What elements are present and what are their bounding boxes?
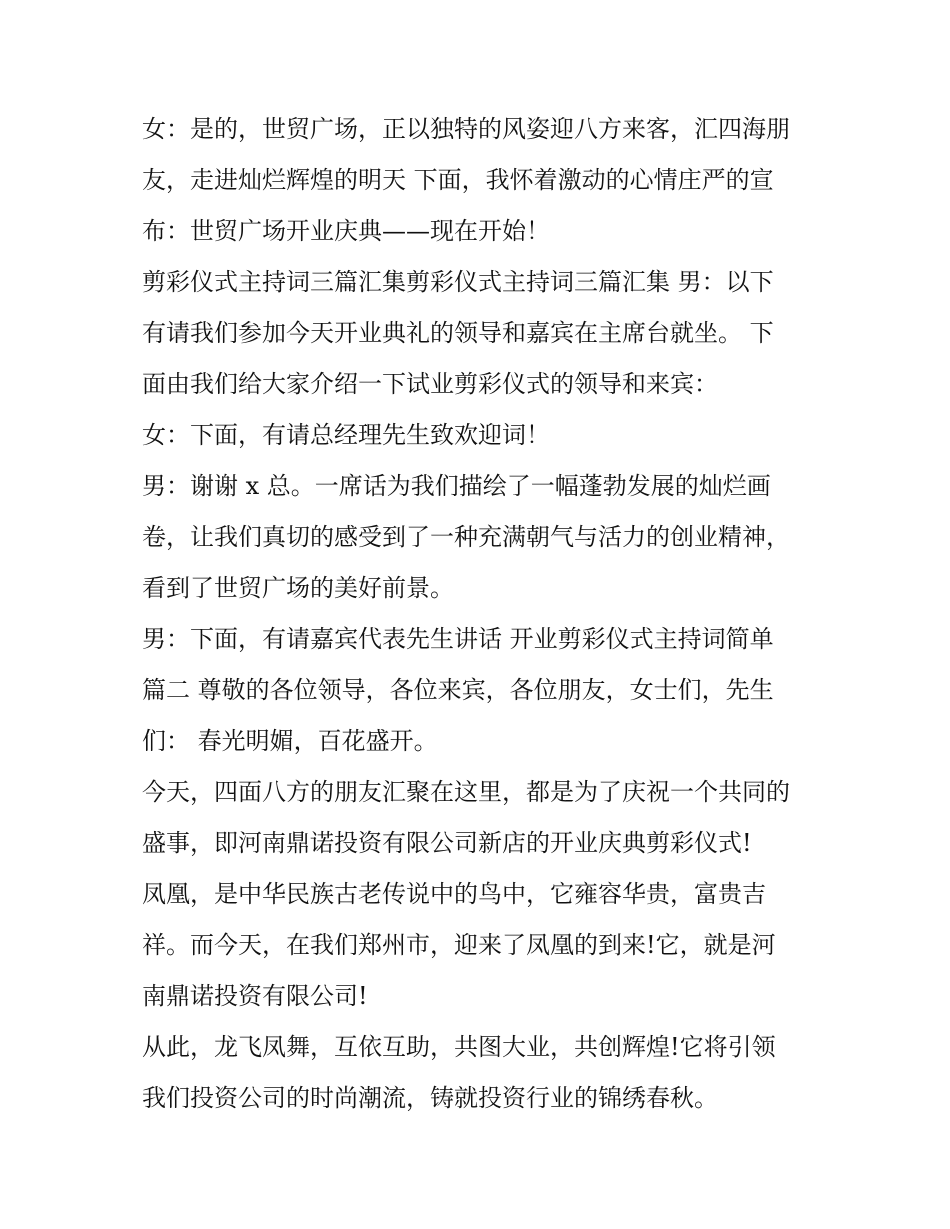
- text-line: 有请我们参加今天开业典礼的领导和嘉宾在主席台就坐。 下: [142, 319, 774, 347]
- text-line: 友，走进灿烂辉煌的明天 下面，我怀着激动的心情庄严的宣: [142, 166, 774, 194]
- text-line: 南鼎诺投资有限公司!: [142, 982, 368, 1010]
- text-line: 剪彩仪式主持词三篇汇集剪彩仪式主持词三篇汇集 男：以下: [142, 268, 774, 296]
- text-line: 看到了世贸广场的美好前景。: [142, 574, 454, 602]
- text-line: 布：世贸广场开业庆典——现在开始！: [142, 217, 550, 245]
- text-line: 篇二 尊敬的各位领导，各位来宾，各位朋友，女士们，先生: [142, 676, 774, 704]
- text-line: 凤凰，是中华民族古老传说中的鸟中，它雍容华贵，富贵吉: [142, 880, 766, 908]
- text-line: 们： 春光明媚，百花盛开。: [142, 727, 438, 755]
- text-line: 女：是的，世贸广场，正以独特的风姿迎八方来客，汇四海朋: [142, 115, 790, 143]
- text-line: 卷，让我们真切的感受到了一种充满朝气与活力的创业精神，: [142, 523, 790, 551]
- text-line: 男：下面，有请嘉宾代表先生讲话 开业剪彩仪式主持词简单: [142, 625, 774, 653]
- document-body: [142, 108, 822, 1128]
- text-line: 祥。而今天，在我们郑州市，迎来了凤凰的到来!它，就是河: [142, 931, 776, 959]
- text-line: 今天，四面八方的朋友汇聚在这里，都是为了庆祝一个共同的: [142, 778, 790, 806]
- text-line: 盛事，即河南鼎诺投资有限公司新店的开业庆典剪彩仪式!: [142, 829, 752, 857]
- text-line: 男：谢谢 x 总。一席话为我们描绘了一幅蓬勃发展的灿烂画: [142, 472, 771, 500]
- text-line: 我们投资公司的时尚潮流，铸就投资行业的锦绣春秋。: [142, 1084, 718, 1112]
- text-line: 面由我们给大家介绍一下试业剪彩仪式的领导和来宾：: [142, 370, 718, 398]
- text-line: 从此，龙飞凤舞，互依互助，共图大业，共创辉煌!它将引领: [142, 1033, 776, 1061]
- text-line: 女：下面，有请总经理先生致欢迎词！: [142, 421, 550, 449]
